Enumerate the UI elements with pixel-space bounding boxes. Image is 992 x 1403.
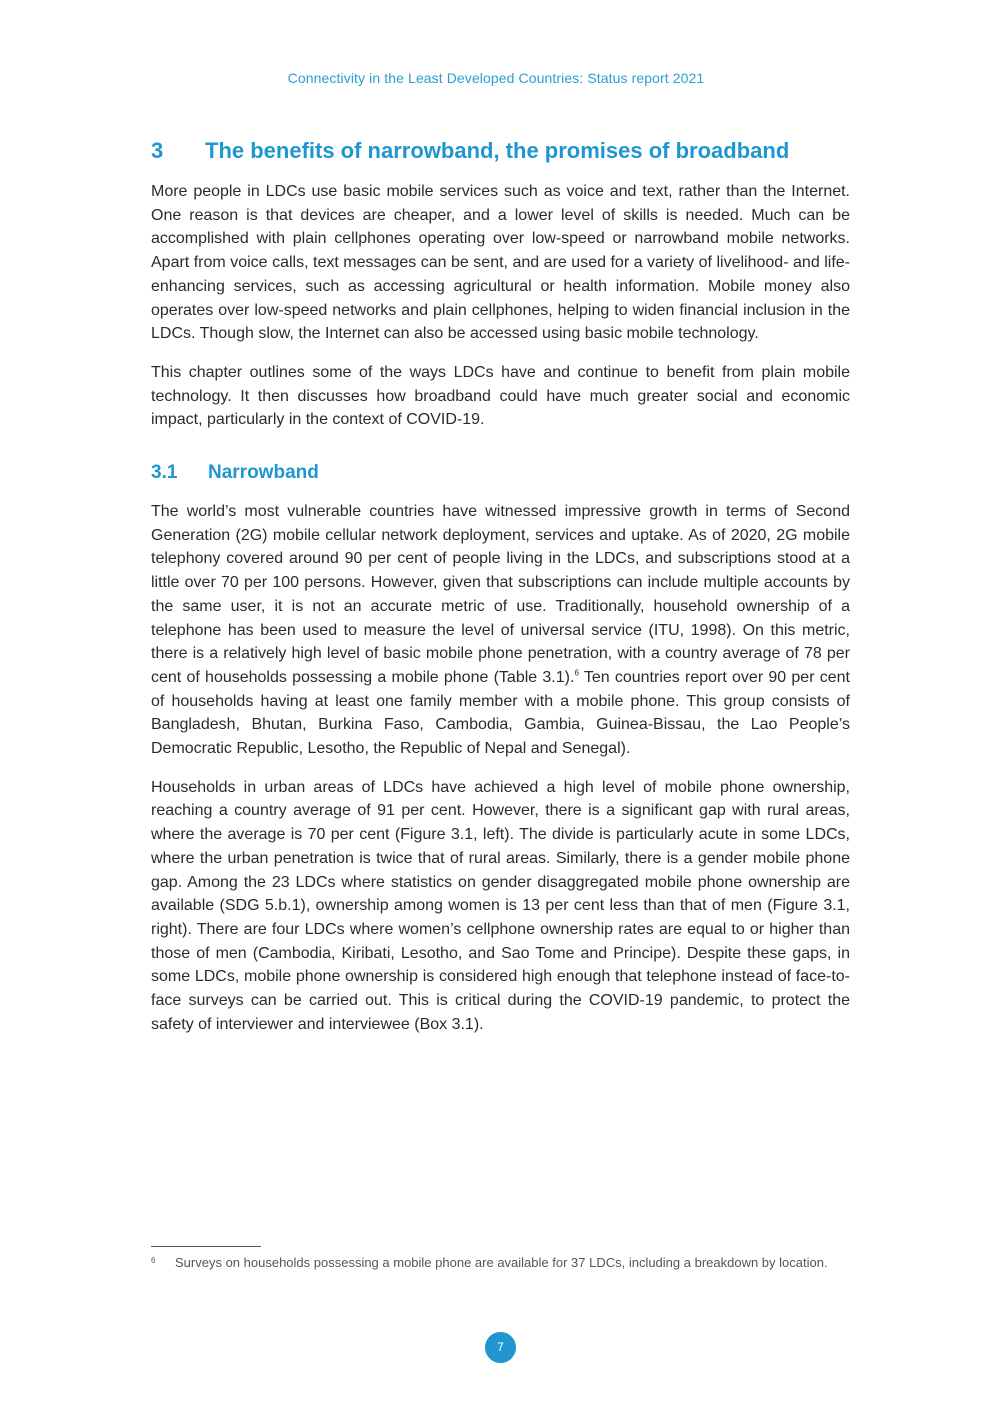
section-paragraph-text: The world’s most vulnerable countries have witnessed impressive growth in terms of Second Generation (2G) mobile cellular network deployment, services and uptake. As of 2020, 2G mobile telephony covered around 90 per cent of people living in the LDCs, and subscriptions stood at a little over 70 per 100 persons. However, given that subscriptions can include multiple accounts by the same user, it is not an accurate metric of use. Traditionally, household ownership of a telephone has been used to measure the level of universal service (ITU, 1998). On this metric, there is a relatively high level of basic mobile phone penetration, with a country average of 78 per cent of households possessing a mobile phone (Table 3.1).: [151, 503, 850, 686]
chapter-title: The benefits of narrowband, the promises of broadband: [205, 138, 790, 163]
section-heading: [151, 460, 850, 486]
running-header: Connectivity in the Least Developed Countries: Status report 2021: [287, 70, 705, 86]
section-paragraph-text: Ten countries report over 90 per cent of households having at least one family member with a mobile phone. This group consists of Bangladesh, Bhutan, Burkina Faso, Cambodia, Gambia, Guinea-Bissau, the Lao People’s Democratic Republic, Lesotho, the Republic of Nepal and Senegal).: [151, 668, 851, 758]
footnote-number: 6: [151, 1256, 156, 1265]
page-number-badge: 7: [485, 1332, 516, 1363]
footnote-reference[interactable]: 6: [574, 668, 579, 678]
footnote: [151, 1254, 850, 1271]
section-paragraph: [151, 500, 850, 761]
section-title: Narrowband: [208, 462, 319, 484]
footnote-divider: [151, 1246, 261, 1247]
chapter-paragraph: More people in LDCs use basic mobile services such as voice and text, rather than the Internet. One reason is that devices are cheaper, and a lower level of skills is needed. Much can be accomplished with plain cellphones operating over low-speed or narrowband mobile networks. Apart from voice calls, text messages can be sent, and are used for a variety of livelihood- and life-enhancing services, such as accessing agricultural or health information. Mobile money also operates over low-speed networks and plain cellphones, helping to widen financial inclusion in the LDCs. Though slow, the Internet can also be accessed using basic mobile technology.: [151, 183, 850, 343]
chapter-heading: [151, 136, 850, 166]
chapter-paragraph: This chapter outlines some of the ways LDCs have and continue to benefit from plain mobile technology. It then discusses how broadband could have much greater social and economic impact, particularly in the context of COVID-19.: [151, 363, 850, 429]
section-number: 3.1: [151, 462, 178, 484]
footnote-text: Surveys on households possessing a mobile phone are available for 37 LDCs, including a breakdown by location.: [175, 1255, 828, 1270]
chapter-number: 3: [151, 138, 164, 163]
page-content: [151, 136, 850, 1052]
section-paragraph: Households in urban areas of LDCs have achieved a high level of mobile phone ownership, reaching a country average of 91 per cent. However, there is a significant gap with rural areas, where the average is 70 per cent (Figure 3.1, left). The divide is particularly acute in some LDCs, where the urban penetration is twice that of rural areas. Similarly, there is a gender mobile phone gap. Among the 23 LDCs where statistics on gender disaggregated mobile phone ownership are available (SDG 5.b.1), ownership among women is 13 per cent less than that of men (Figure 3.1, right). There are four LDCs where women’s cellphone ownership rates are equal to or higher than those of men (Cambodia, Kiribati, Lesotho, and Sao Tome and Principe). Despite these gaps, in some LDCs, mobile phone ownership is considered high enough that telephone instead of face-to-face surveys can be carried out. This is critical during the COVID-19 pandemic, to protect the safety of interviewer and interviewee (Box 3.1).: [151, 778, 850, 1033]
